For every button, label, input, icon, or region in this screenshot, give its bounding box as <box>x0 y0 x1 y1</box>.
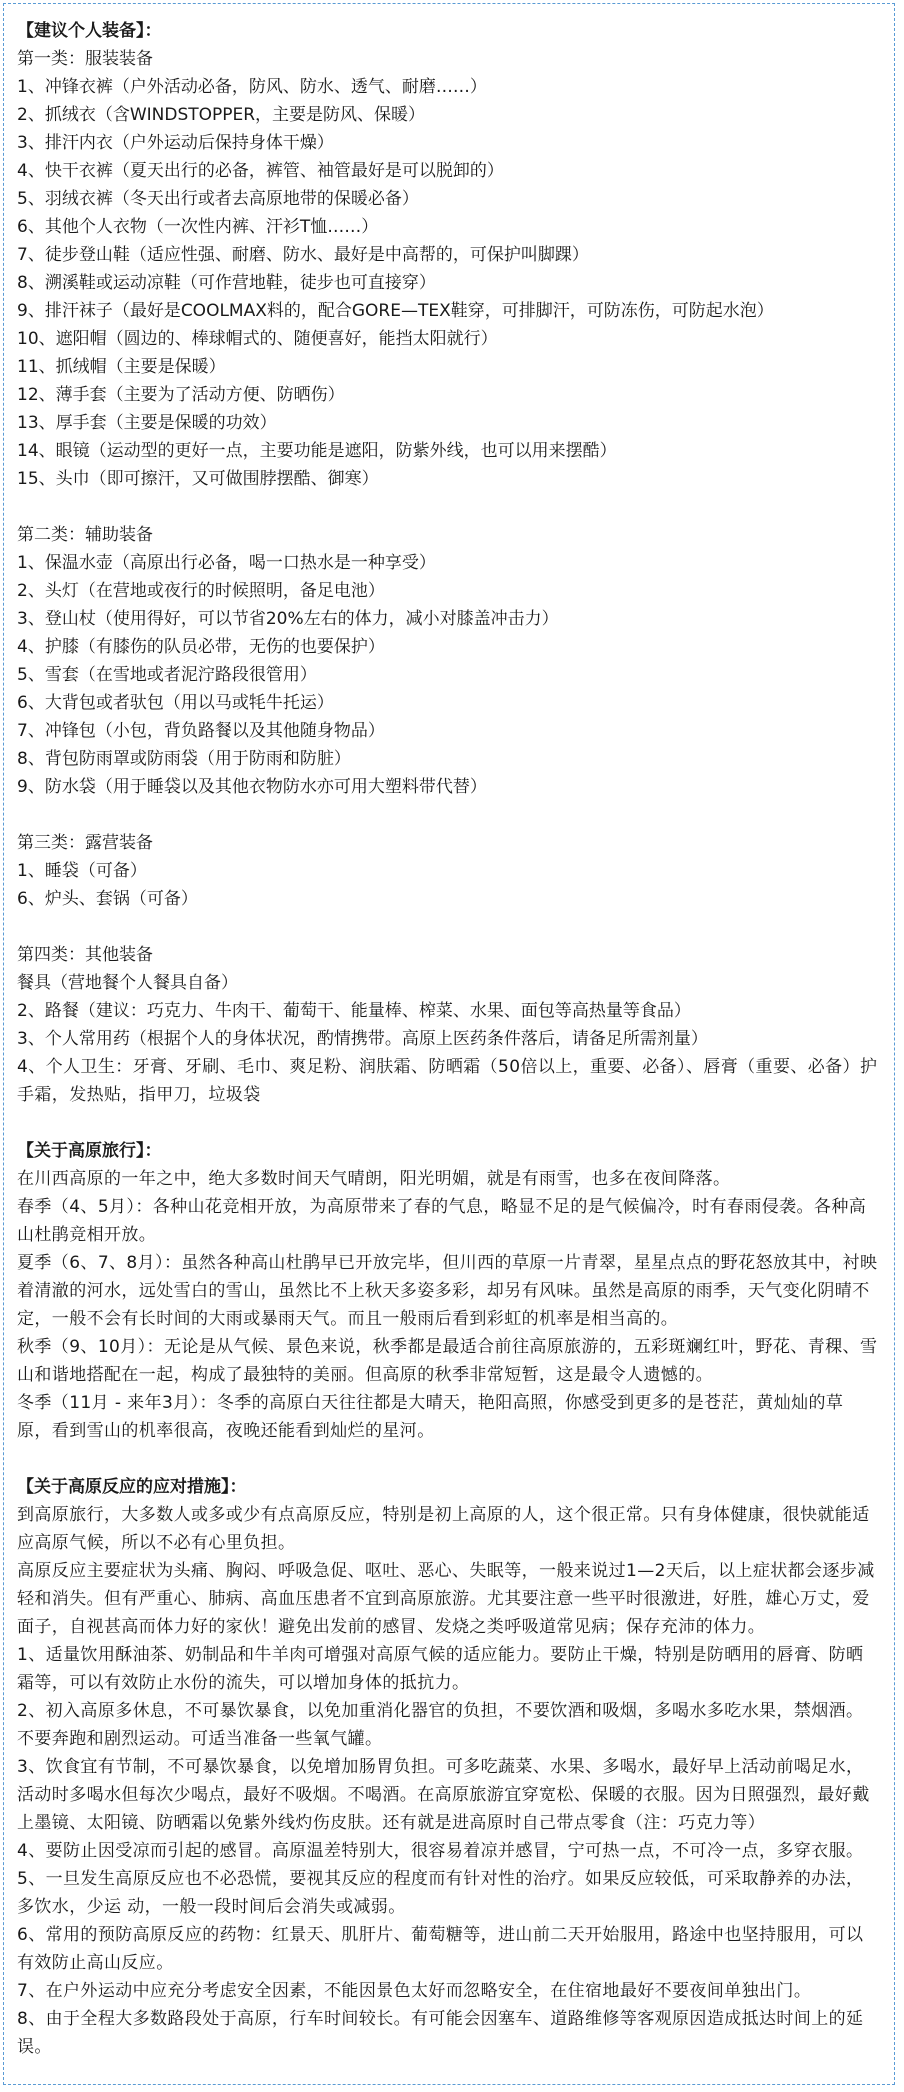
list-item: 6、其他个人衣物（一次性内裤、汗衫T恤……） <box>17 217 379 237</box>
list-item: 5、雪套（在雪地或者泥泞路段很管用） <box>17 665 317 685</box>
list-item: 4、快干衣裤（夏天出行的必备，裤管、袖管最好是可以脱卸的） <box>17 161 504 181</box>
spacer <box>17 801 878 829</box>
list-item: 3、登山杖（使用得好，可以节省20%左右的体力，减小对膝盖冲击力） <box>17 609 559 629</box>
reaction-paragraph: 2、初入高原多休息，不可暴饮暴食，以免加重消化器官的负担，不要饮酒和吸烟，多喝水多吃水果，禁烟酒。不要奔跑和剧烈运动。可适当准备一些氧气罐。 <box>17 1701 864 1749</box>
cat3-title: 第三类：露营装备 <box>17 833 153 853</box>
list-item: 10、遮阳帽（圆边的、棒球帽式的、随便喜好，能挡太阳就行） <box>17 329 498 349</box>
list-item: 6、大背包或者驮包（用以马或牦牛托运） <box>17 693 334 713</box>
reaction-paragraph: 1、适量饮用酥油茶、奶制品和牛羊肉可增强对高原气候的适应能力。要防止干燥，特别是防晒用的唇膏、防晒霜等，可以有效防止水份的流失，可以增加身体的抵抗力。 <box>17 1645 864 1693</box>
personal-gear-heading: 【建议个人装备】： <box>17 21 162 41</box>
list-item: 5、羽绒衣裤（冬天出行或者去高原地带的保暖必备） <box>17 189 419 209</box>
list-item: 12、薄手套（主要为了活动方便、防晒伤） <box>17 385 345 405</box>
list-item: 8、溯溪鞋或运动凉鞋（可作营地鞋，徒步也可直接穿） <box>17 273 436 293</box>
list-item: 8、背包防雨罩或防雨袋（用于防雨和防脏） <box>17 749 351 769</box>
article-body <box>4 4 894 2061</box>
travel-paragraph: 在川西高原的一年之中，绝大多数时间天气晴朗，阳光明媚，就是有雨雪，也多在夜间降落。 <box>17 1169 731 1189</box>
reaction-heading: 【关于高原反应的应对措施】： <box>17 1477 247 1497</box>
list-item: 7、冲锋包（小包，背负路餐以及其他随身物品） <box>17 721 385 741</box>
spacer <box>17 1445 878 1473</box>
list-item: 9、排汗袜子（最好是COOLMAX料的，配合GORE—TEX鞋穿，可排脚汗，可防冻伤，可防起水泡） <box>17 301 774 321</box>
travel-paragraph: 夏季（6、7、8月）：虽然各种高山杜鹃早已开放完毕，但川西的草原一片青翠，星星点点的野花怒放其中，衬映着清澈的河水，远处雪白的雪山，虽然比不上秋天多姿多彩，却另有风味。虽然是高原的雨季，天气变化阴晴不定，一般不会有长时间的大雨或暴雨天气。而且一般雨后看到彩虹的机率是相当高的。 <box>17 1253 878 1329</box>
reaction-paragraph: 6、常用的预防高原反应的药物：红景天、肌肝片、葡萄糖等，进山前二天开始服用，路途中也坚持服用，可以有效防止高山反应。 <box>17 1925 864 1973</box>
list-item: 13、厚手套（主要是保暖的功效） <box>17 413 277 433</box>
reaction-paragraph: 到高原旅行，大多数人或多或少有点高原反应，特别是初上高原的人，这个很正常。只有身体健康，很快就能适应高原气候，所以不必有心里负担。 <box>17 1505 870 1553</box>
reaction-paragraph: 3、饮食宜有节制，不可暴饮暴食，以免增加肠胃负担。可多吃蔬菜、水果、多喝水，最好早上活动前喝足水，活动时多喝水但每次少喝点，最好不吸烟。不喝酒。在高原旅游宜穿宽松、保暖的衣服。因为日照强烈，最好戴上墨镜、太阳镜、防晒霜以免紫外线灼伤皮肤。还有就是进高原时自己带点零食（注：巧克力等） <box>17 1757 870 1833</box>
travel-paragraph: 秋季（9、10月）：无论是从气候、景色来说，秋季都是最适合前往高原旅游的，五彩斑斓红叶，野花、青稞、雪山和谐地搭配在一起，构成了最独特的美丽。但高原的秋季非常短暂，这是最令人遗憾的。 <box>17 1337 878 1385</box>
travel-heading: 【关于高原旅行】： <box>17 1141 162 1161</box>
list-item: 餐具（营地餐个人餐具自备） <box>17 973 238 993</box>
reaction-paragraph: 4、要防止因受凉而引起的感冒。高原温差特别大，很容易着凉并感冒，宁可热一点，不可冷一点，多穿衣服。 <box>17 1841 864 1861</box>
list-item: 9、防水袋（用于睡袋以及其他衣物防水亦可用大塑料带代替） <box>17 777 487 797</box>
list-item: 4、个人卫生：牙膏、牙刷、毛巾、爽足粉、润肤霜、防晒霜（50倍以上，重要、必备）、唇膏（重要、必备）护手霜，发热贴，指甲刀，垃圾袋 <box>17 1057 878 1105</box>
spacer <box>17 1109 878 1137</box>
list-item: 2、路餐（建议：巧克力、牛肉干、葡萄干、能量棒、榨菜、水果、面包等高热量等食品） <box>17 1001 691 1021</box>
travel-paragraph: 冬季（11月 - 来年3月）：冬季的高原白天往往都是大晴天，艳阳高照，你感受到更多的是苍茫，黄灿灿的草原，看到雪山的机率很高，夜晚还能看到灿烂的星河。 <box>17 1393 844 1441</box>
list-item: 2、头灯（在营地或夜行的时候照明，备足电池） <box>17 581 385 601</box>
list-item: 1、冲锋衣裤（户外活动必备，防风、防水、透气、耐磨……） <box>17 77 487 97</box>
reaction-paragraph: 8、由于全程大多数路段处于高原，行车时间较长。有可能会因塞车、道路维修等客观原因造成抵达时间上的延误。 <box>17 2009 864 2057</box>
list-item: 7、徒步登山鞋（适应性强、耐磨、防水、最好是中高帮的，可保护叫脚踝） <box>17 245 589 265</box>
cat2-title: 第二类：辅助装备 <box>17 525 153 545</box>
list-item: 11、抓绒帽（主要是保暖） <box>17 357 226 377</box>
list-item: 2、抓绒衣（含WINDSTOPPER，主要是防风、保暖） <box>17 105 426 125</box>
cat4-title: 第四类：其他装备 <box>17 945 153 965</box>
list-item: 3、个人常用药（根据个人的身体状况，酌情携带。高原上医药条件落后，请备足所需剂量） <box>17 1029 708 1049</box>
cat1-title: 第一类：服装装备 <box>17 49 153 69</box>
list-item: 3、排汗内衣（户外运动后保持身体干燥） <box>17 133 334 153</box>
reaction-paragraph: 高原反应主要症状为头痛、胸闷、呼吸急促、呕吐、恶心、失眠等，一般来说过1—2天后，以上症状都会逐步减轻和消失。但有严重心、肺病、高血压患者不宜到高原旅游。尤其要注意一些平时很激进，好胜，雄心万丈，爱面子，自视甚高而体力好的家伙！避免出发前的感冒、发烧之类呼吸道常见病；保存充沛的体力。 <box>17 1561 875 1637</box>
spacer <box>17 913 878 941</box>
list-item: 6、炉头、套锅（可备） <box>17 889 198 909</box>
spacer <box>17 493 878 521</box>
list-item: 1、睡袋（可备） <box>17 861 147 881</box>
list-item: 1、保温水壶（高原出行必备，喝一口热水是一种享受） <box>17 553 436 573</box>
content-frame <box>3 3 895 2085</box>
reaction-paragraph: 7、在户外运动中应充分考虑安全因素，不能因景色太好而忽略安全，在住宿地最好不要夜间单独出门。 <box>17 1981 812 2001</box>
travel-paragraph: 春季（4、5月）：各种山花竞相开放，为高原带来了春的气息，略显不足的是气候偏冷，时有春雨侵袭。各种高山杜鹃竞相开放。 <box>17 1197 867 1245</box>
list-item: 4、护膝（有膝伤的队员必带，无伤的也要保护） <box>17 637 385 657</box>
list-item: 15、头巾（即可擦汗，又可做围脖摆酷、御寒） <box>17 469 379 489</box>
list-item: 14、眼镜（运动型的更好一点，主要功能是遮阳，防紫外线，也可以用来摆酷） <box>17 441 617 461</box>
reaction-paragraph: 5、一旦发生高原反应也不必恐慌，要视其反应的程度而有针对性的治疗。如果反应较低，可采取静养的办法，多饮水，少运 动，一般一段时间后会消失或减弱。 <box>17 1869 864 1917</box>
